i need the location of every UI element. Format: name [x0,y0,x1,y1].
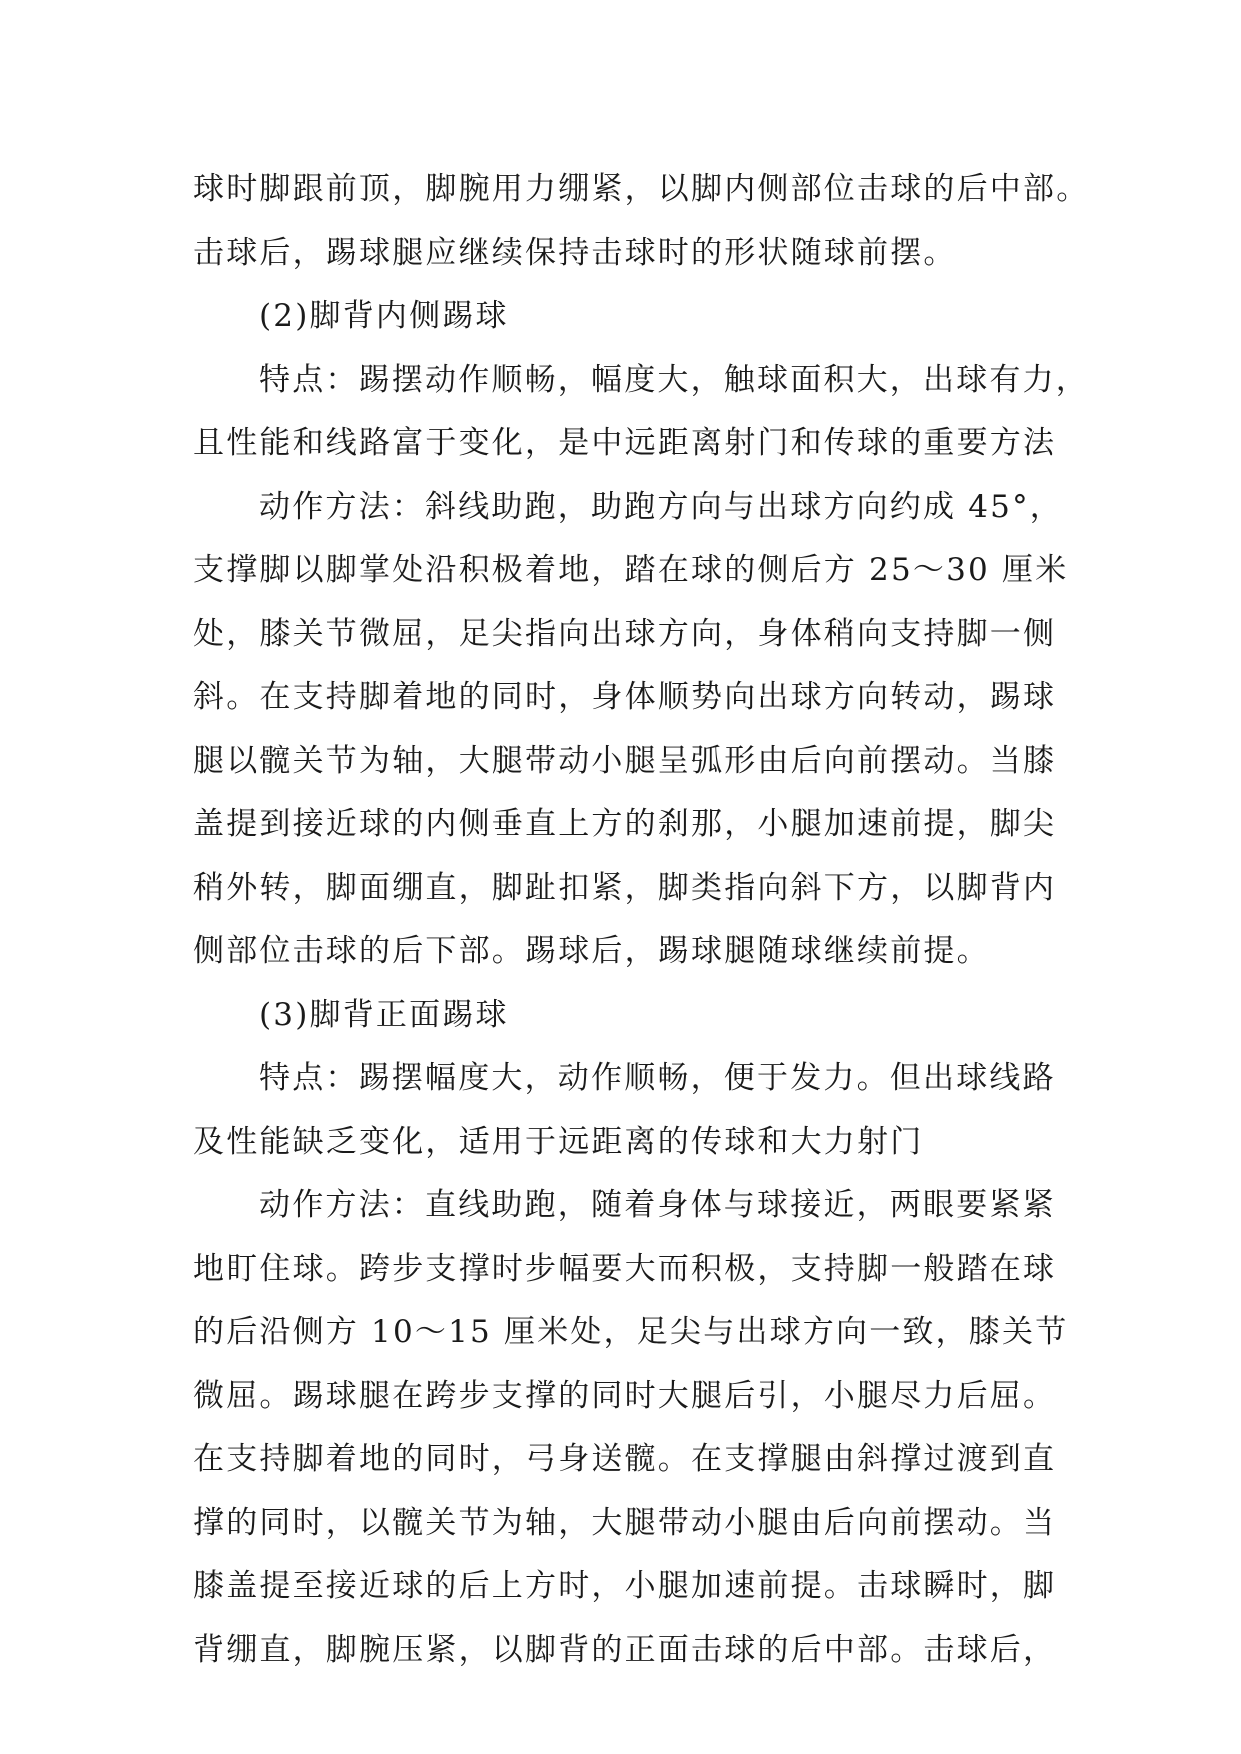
text-line: 腿以髋关节为轴，大腿带动小腿呈弧形由后向前摆动。当膝 [193,742,1057,779]
text-line: 侧部位击球的后下部。踢球后，踢球腿随球继续前提。 [193,933,990,969]
text-line: 膝盖提至接近球的后上方时，小腿加速前提。击球瞬时，脚 [193,1568,1057,1604]
text-line: 击球后，踢球腿应继续保持击球时的形状随球前摆。 [193,234,957,271]
text-line: 且性能和线路富于变化，是中远距离射门和传球的重要方法 [193,425,1057,461]
text-line: 动作方法：斜线助跑，助跑方向与出球方向约成 45°， [259,488,1063,525]
text-line: 特点：踢摆动作顺畅，幅度大，触球面积大，出球有力， [259,361,1089,398]
text-line: 球时脚跟前顶，脚腕用力绷紧，以脚内侧部位击球的后中部。 [193,171,1090,207]
text-line: 盖提到接近球的内侧垂直上方的刹那，小腿加速前提，脚尖 [193,806,1057,842]
text-line: 撑的同时，以髋关节为轴，大腿带动小腿由后向前摆动。当 [193,1504,1057,1541]
document-body [193,158,1090,1682]
text-line: 及性能缺乏变化，适用于远距离的传球和大力射门 [193,1123,924,1160]
text-line: 背绷直，脚腕压紧，以脚背的正面击球的后中部。击球后， [193,1631,1057,1668]
text-line: 特点：踢摆幅度大，动作顺畅，便于发力。但出球线路 [259,1060,1056,1096]
text-line: 稍外转，脚面绷直，脚趾扣紧，脚类指向斜下方，以脚背内 [193,869,1057,906]
text-line: 的后沿侧方 10～15 厘米处，足尖与出球方向一致，膝关节 [193,1314,1069,1350]
text-line: 微屈。踢球腿在跨步支撑的同时大腿后引，小腿尽力后屈。 [193,1377,1057,1414]
section-heading: (2)脚背内侧踢球 [259,298,509,334]
text-line: 动作方法：直线助跑，随着身体与球接近，两眼要紧紧 [259,1187,1056,1223]
text-line: 地盯住球。跨步支撑时步幅要大而积极，支持脚一般踏在球 [193,1250,1057,1287]
text-line: 处，膝关节微屈，足尖指向出球方向，身体稍向支持脚一侧 [193,615,1057,652]
section-heading: (3)脚背正面踢球 [259,996,509,1033]
text-line: 斜。在支持脚着地的同时，身体顺势向出球方向转动，踢球 [193,679,1057,715]
text-line: 在支持脚着地的同时，弓身送髋。在支撑腿由斜撑过渡到直 [193,1441,1057,1477]
text-line: 支撑脚以脚掌处沿积极着地，踏在球的侧后方 25～30 厘米 [193,552,1069,588]
